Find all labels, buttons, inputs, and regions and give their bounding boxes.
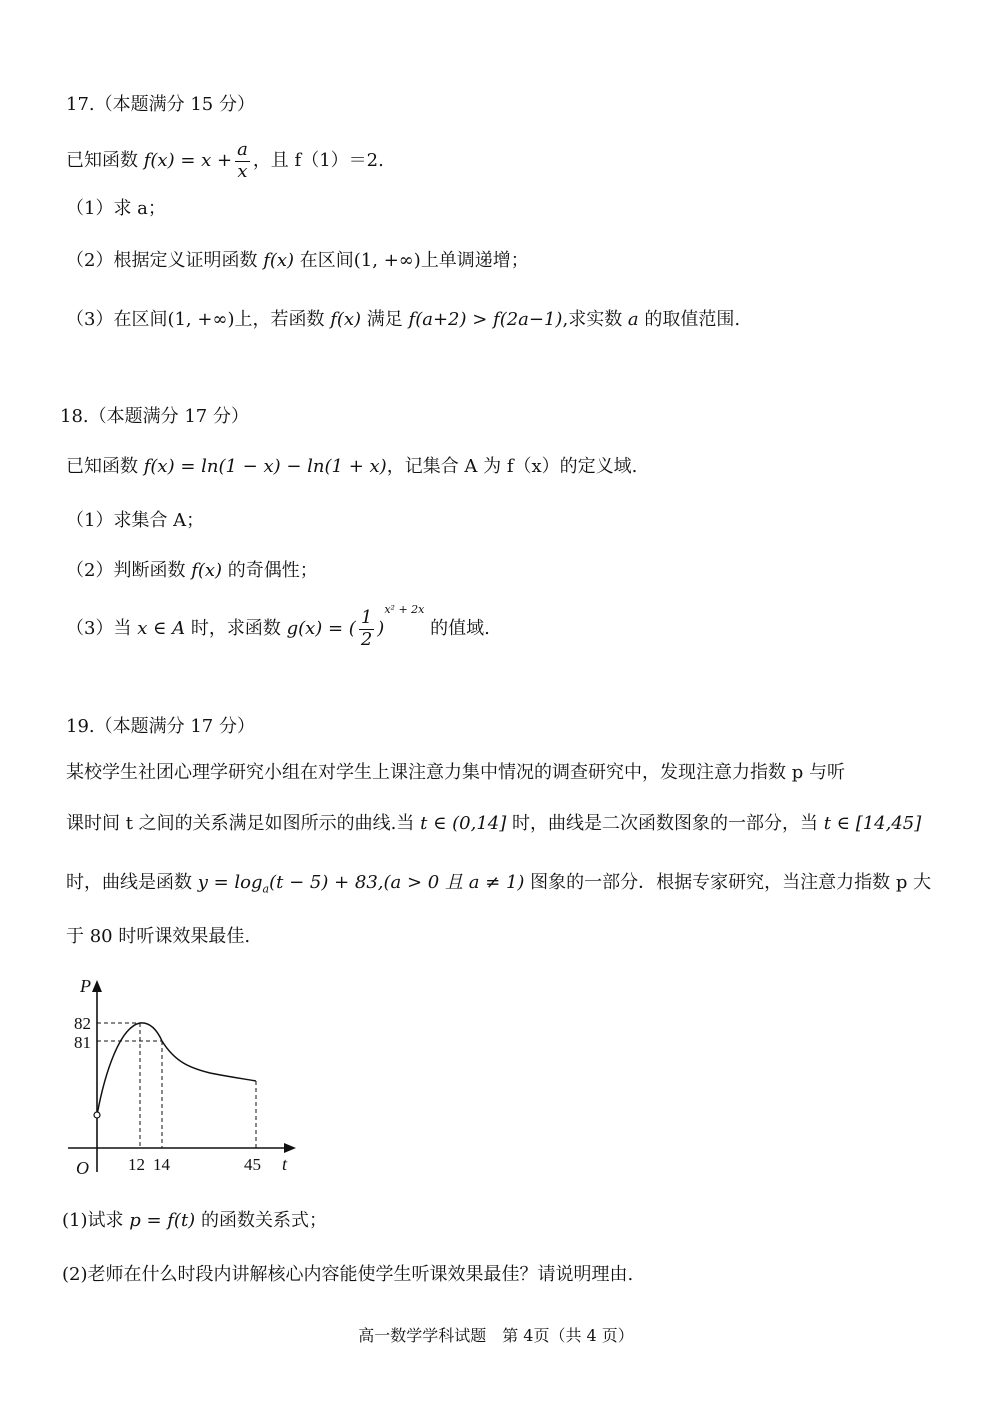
y-tick-81: 81 <box>74 1033 91 1052</box>
q18-part-1: （1）求集合 A； <box>66 510 205 531</box>
q17-part-2: （2）根据定义证明函数 f(x) 在区间(1, +∞)上单调递增； <box>66 250 529 271</box>
x-tick-12: 12 <box>128 1155 145 1174</box>
q17-heading: 17.（本题满分 15 分） <box>66 94 255 115</box>
x-tick-14: 14 <box>153 1155 170 1174</box>
q18-heading: 18.（本题满分 17 分） <box>60 406 249 427</box>
x-axis-label: t <box>282 1154 288 1174</box>
q17-part-3: （3）在区间(1, +∞)上，若函数 f(x) 满足 f(a+2) > f(2a−1),求实数 a 的取值范围. <box>66 309 741 330</box>
y-axis-label: P <box>80 976 91 996</box>
q18-stem: 已知函数 f(x) = ln(1 − x) − ln(1 + x)，记集合 A 为 f（x）的定义域. <box>66 456 638 477</box>
q17-part-1: （1）求 a； <box>66 198 166 219</box>
q19-text-line-1: 某校学生社团心理学研究小组在对学生上课注意力集中情况的调查研究中，发现注意力指数 p 与听 <box>66 762 845 783</box>
x-tick-45: 45 <box>244 1155 261 1174</box>
open-point-origin-curve <box>94 1112 100 1118</box>
q17-stem: 已知函数 f(x) = x + $\frac{a}{x}$ ，且 f（1）＝2. <box>66 139 384 182</box>
q19-part-2: (2)老师在什么时段内讲解核心内容能使学生听课效果最佳？请说明理由. <box>62 1264 634 1285</box>
q19-text-line-2: 课时间 t 之间的关系满足如图所示的曲线.当 t ∈ (0,14] 时，曲线是二次函数图象的一部分，当 t ∈ [14,45] <box>66 813 922 834</box>
page-footer: 高一数学学科试题 第 4页（共 4 页） <box>358 1326 634 1345</box>
q19-heading: 19.（本题满分 17 分） <box>66 716 255 737</box>
origin-label: O <box>76 1158 89 1178</box>
x-axis-arrow <box>284 1143 296 1153</box>
log-segment <box>162 1041 256 1081</box>
q18-part-3: （3）当 x ∈ A 时，求函数 g(x) = ( $\frac{1}{2}$ )$^{x^2 + 2x}$ 的值域. <box>66 603 490 650</box>
q19-text-line-4: 于 80 时听课效果最佳. <box>66 926 251 947</box>
quadratic-segment <box>97 1023 162 1115</box>
y-axis-arrow <box>92 980 102 992</box>
q19-part-1: (1)试求 p = f(t) 的函数关系式； <box>62 1210 327 1231</box>
attention-curve-graph <box>60 972 310 1182</box>
y-tick-82: 82 <box>74 1014 91 1033</box>
q18-part-2: （2）判断函数 f(x) 的奇偶性； <box>66 560 318 581</box>
q19-text-line-3: 时，曲线是函数 $y = \log_a(t - 5) + 83,(a > 0$ 且 a ≠ 1) 图象的一部分．根据专家研究，当注意力指数 p 大 <box>66 872 932 896</box>
